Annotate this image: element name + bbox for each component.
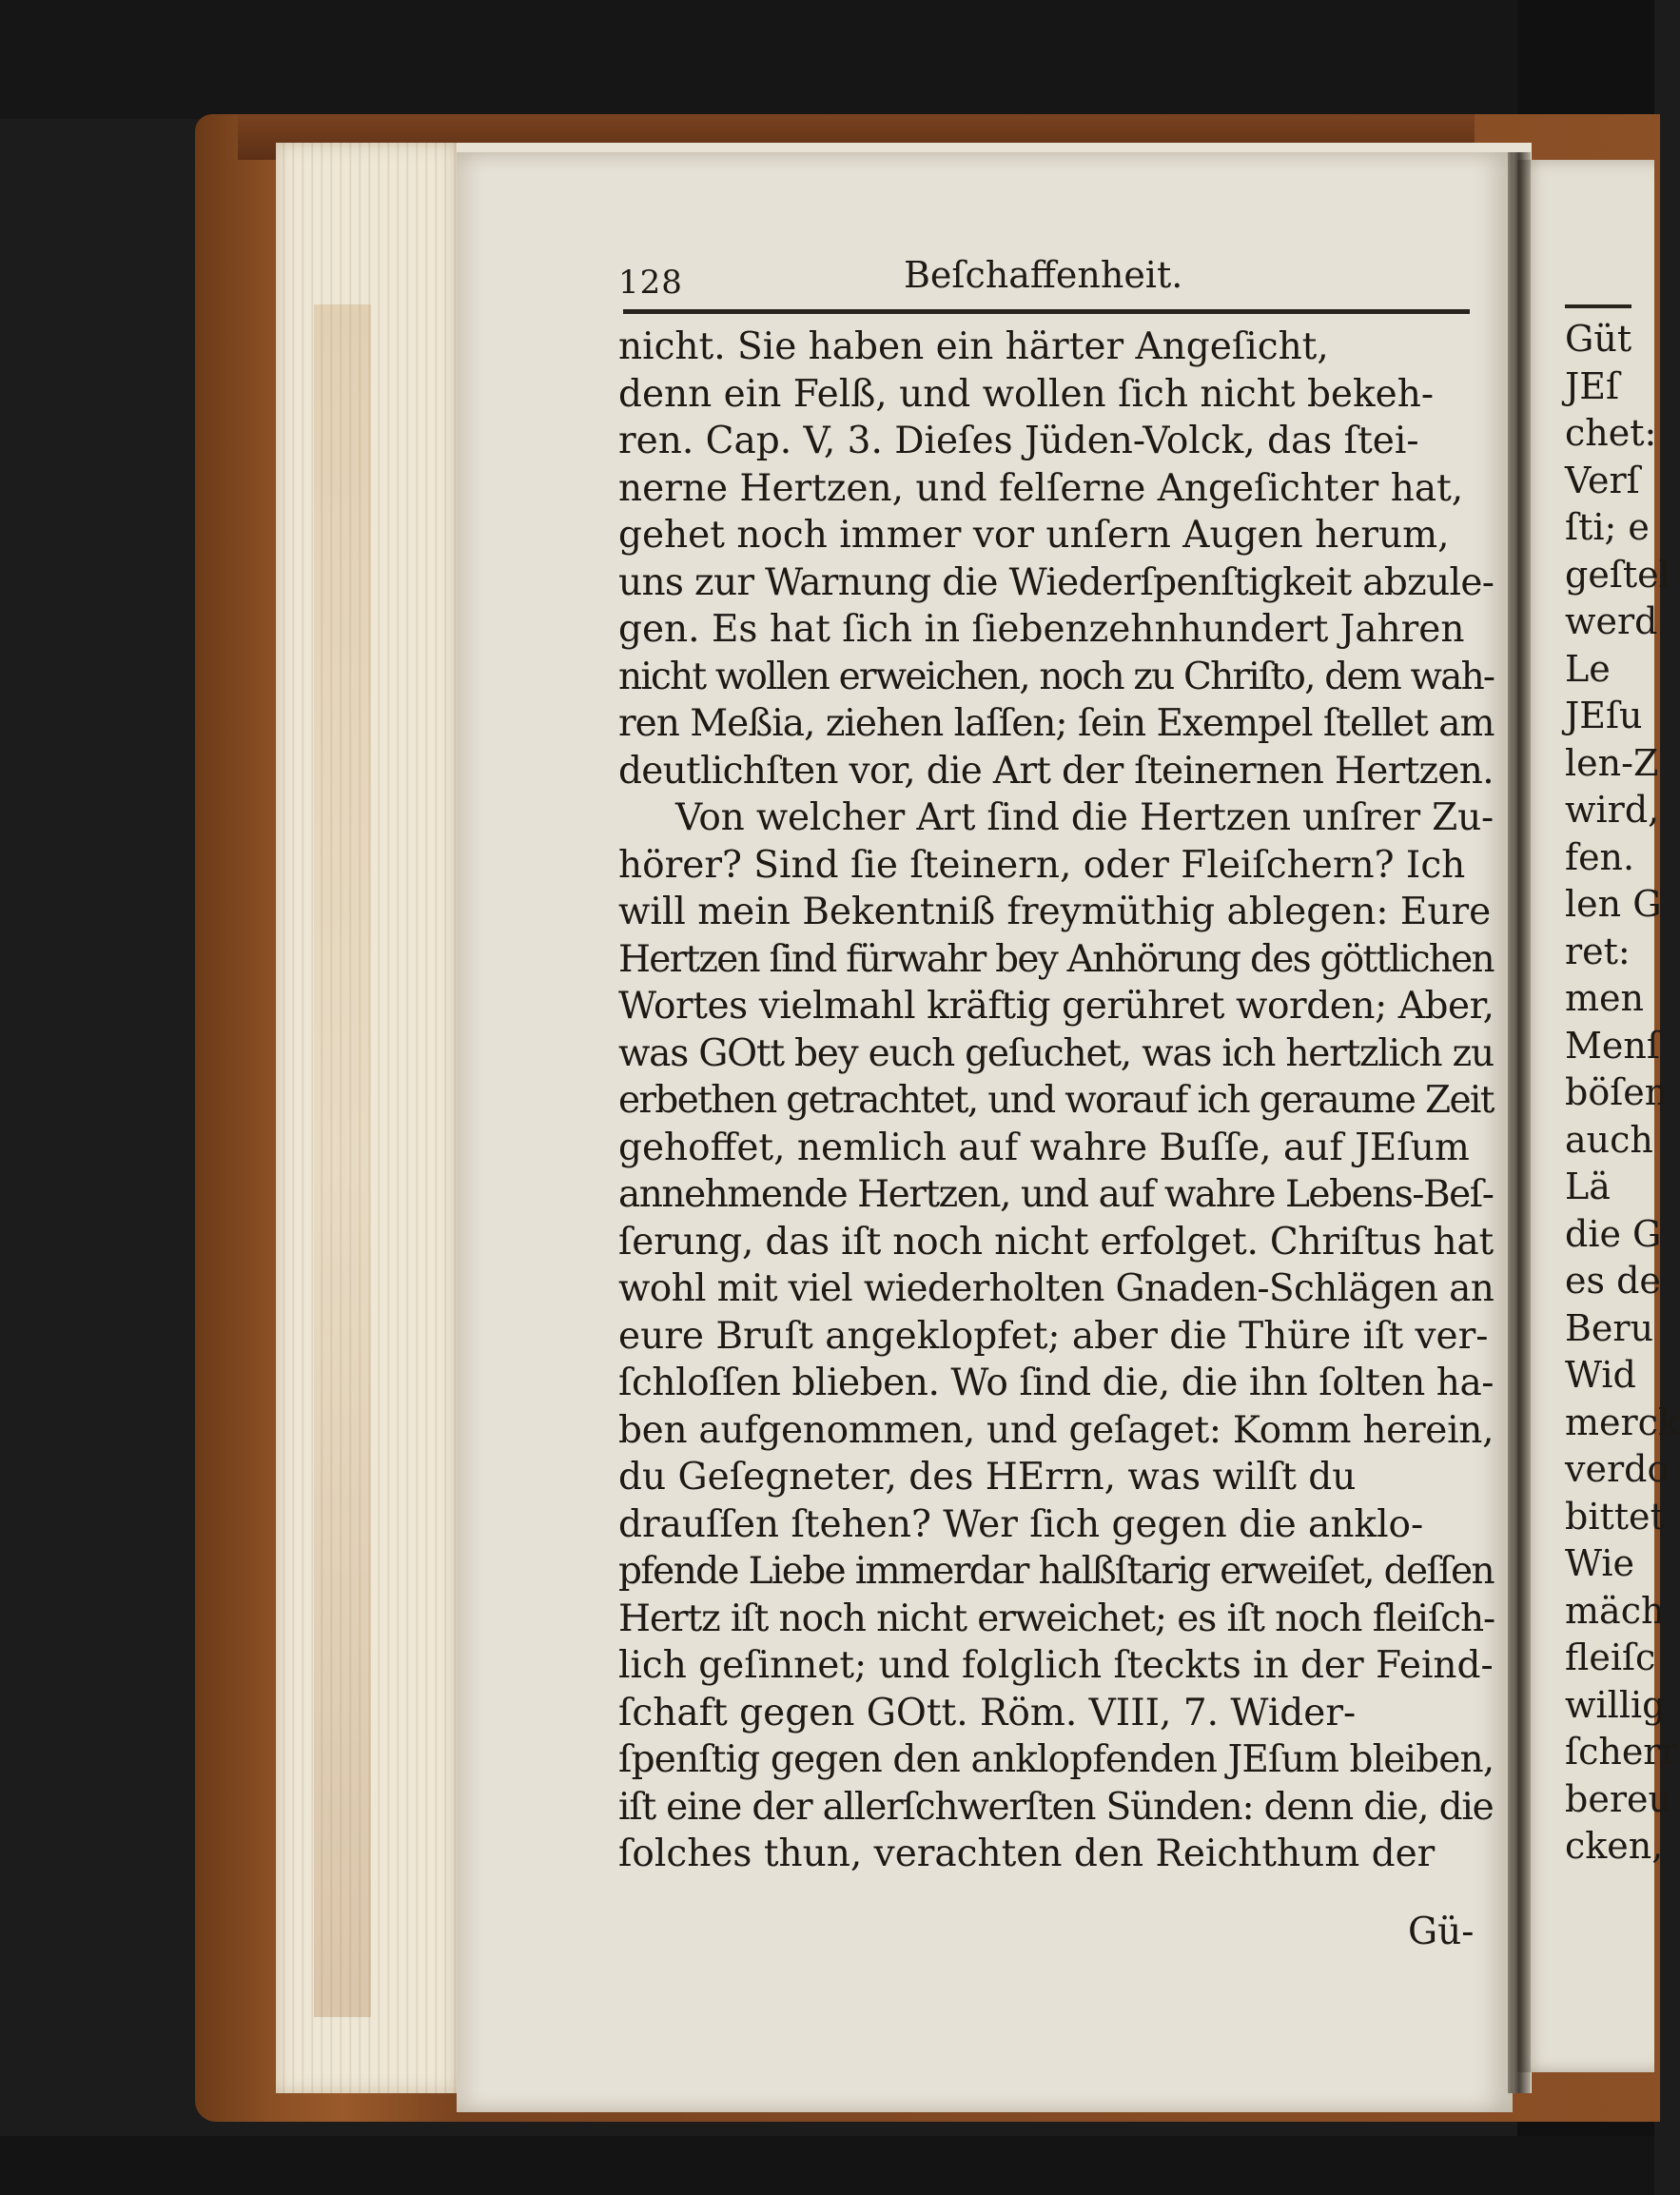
- text-line: ſchaft gegen GOtt. Röm. VIII, 7. Wider-: [618, 1691, 1357, 1734]
- right-text-line: len G: [1565, 883, 1662, 925]
- right-text-line: Güt: [1565, 318, 1632, 360]
- text-line: uns zur Warnung die Wiederſpenſtigkeit abzule-: [618, 560, 1494, 604]
- text-line: pfende Liebe immerdar halßſtarig erweiſet, deſſen: [618, 1550, 1494, 1593]
- text-line: ſpenſtig gegen den anklopfenden JEſum bleiben,: [618, 1738, 1494, 1781]
- right-text-line: bereu: [1565, 1777, 1671, 1820]
- page-header: [618, 252, 1475, 300]
- right-text-line: auch: [1565, 1118, 1653, 1161]
- text-line: gehoffet, nemlich auf wahre Buſſe, auf JEſum: [618, 1126, 1470, 1169]
- text-line: denn ein Felß, und wollen ſich nicht bekeh-: [618, 372, 1435, 416]
- right-text-line: ſcherr: [1565, 1731, 1678, 1773]
- text-line: wohl mit viel wiederholten Gnaden-Schlägen an: [618, 1267, 1494, 1310]
- right-text-line: es de: [1565, 1260, 1661, 1302]
- right-text-line: JEſ: [1565, 364, 1620, 407]
- right-text-line: Lä: [1565, 1166, 1611, 1207]
- right-text-line: werd: [1565, 600, 1658, 642]
- text-line: nicht. Sie haben ein härter Angeſicht,: [618, 325, 1329, 368]
- text-line: du Geſegneter, des HErrn, was wilſt du: [618, 1456, 1357, 1499]
- text-line: gen. Es hat ſich in ſiebenzehnhundert Jahren: [618, 608, 1465, 651]
- running-head: Beſchaffenheit.: [904, 254, 1183, 296]
- right-page-text: [1565, 316, 1680, 1871]
- right-text-line: ret:: [1565, 930, 1631, 972]
- page-edge-stain: [314, 304, 371, 2017]
- text-line: Von welcher Art ſind die Hertzen unſrer Zu-: [675, 796, 1494, 839]
- right-text-line: Le: [1565, 647, 1611, 690]
- text-line: Hertz iſt noch nicht erweichet; es iſt noch fleiſch-: [618, 1597, 1495, 1640]
- spine-shadow: [1508, 152, 1531, 2093]
- left-page-text: [618, 323, 1494, 1878]
- text-line: gehet noch immer vor unſern Augen herum,: [618, 514, 1450, 557]
- page-number: 128: [618, 264, 683, 302]
- right-text-line: böſen: [1565, 1071, 1669, 1113]
- text-line: ben aufgenommen, und geſaget: Komm herein,: [618, 1408, 1494, 1452]
- text-line: drauſſen ſtehen? Wer ſich gegen die anklo-: [618, 1502, 1424, 1546]
- right-text-line: Wid: [1565, 1354, 1636, 1396]
- text-line: lich geſinnet; und folglich ſteckts in der Feind-: [618, 1644, 1494, 1687]
- text-line: ren Meßia, ziehen laſſen; ſein Exempel ſtellet am: [618, 702, 1494, 745]
- right-text-line: geſtel: [1565, 553, 1670, 596]
- background-bottom: [0, 2136, 1654, 2195]
- text-line: ſchloſſen blieben. Wo ſind die, die ihn ſolten ha-: [618, 1362, 1494, 1404]
- right-text-line: merck: [1565, 1401, 1680, 1443]
- text-line: deutlichſten vor, die Art der ſteinernen Hertzen.: [618, 749, 1494, 793]
- right-text-line: ſti; e: [1565, 506, 1650, 548]
- text-line: was GOtt bey euch geſuchet, was ich hertzlich zu: [618, 1031, 1494, 1075]
- catchword: Gü-: [1408, 1911, 1475, 1953]
- text-line: nicht wollen erweichen, noch zu Chriſto, dem wah-: [618, 655, 1494, 698]
- header-rule: [623, 309, 1470, 314]
- right-text-line: die G: [1565, 1212, 1662, 1255]
- right-text-line: chet:: [1565, 412, 1657, 454]
- right-text-line: fleiſc: [1565, 1636, 1656, 1678]
- text-line: ſolches thun, verachten den Reichthum der: [618, 1832, 1436, 1875]
- text-line: ſerung, das iſt noch nicht erfolget. Chriſtus hat: [618, 1220, 1494, 1264]
- text-line: nerne Hertzen, und felſerne Angeſichter hat,: [618, 466, 1464, 510]
- text-line: hörer? Sind ſie ſteinern, oder Fleiſchern? Ich: [618, 843, 1466, 887]
- text-line: annehmende Hertzen, und auf wahre Lebens-Beſ-: [618, 1173, 1494, 1216]
- right-header-rule: [1565, 304, 1631, 308]
- right-text-line: Verſ: [1565, 459, 1640, 501]
- right-text-line: willig: [1565, 1683, 1666, 1726]
- right-text-line: fen.: [1565, 835, 1635, 878]
- right-text-line: Beru: [1565, 1306, 1654, 1349]
- right-text-line: men: [1565, 977, 1644, 1019]
- right-text-line: cken,: [1565, 1825, 1664, 1867]
- text-line: erbethen getrachtet, und worauf ich geraume Zeit: [618, 1079, 1494, 1122]
- text-line: will mein Bekentniß freymüthig ablegen: Eure: [618, 891, 1492, 933]
- text-line: iſt eine der allerſchwerſten Sünden: denn die, die: [618, 1785, 1494, 1829]
- right-text-line: wird,: [1565, 789, 1660, 831]
- right-text-line: Wie: [1565, 1542, 1635, 1584]
- right-text-line: bittet: [1565, 1495, 1665, 1538]
- text-line: Hertzen ſind fürwahr bey Anhörung des göttlichen: [618, 937, 1494, 981]
- right-text-line: Menſ: [1565, 1024, 1660, 1067]
- background-top: [0, 0, 1654, 119]
- right-text-line: JEſu: [1565, 695, 1643, 736]
- text-line: eure Bruſt angeklopfet; aber die Thüre iſt ver-: [618, 1314, 1489, 1358]
- right-text-line: verdo: [1565, 1448, 1670, 1490]
- text-line: ren. Cap. V, 3. Dieſes Jüden-Volck, das ſtei-: [618, 420, 1419, 462]
- right-text-line: mäch: [1565, 1589, 1665, 1632]
- text-line: Wortes vielmahl kräftig gerühret worden; Aber,: [618, 985, 1494, 1028]
- right-text-line: len-Z: [1565, 741, 1659, 784]
